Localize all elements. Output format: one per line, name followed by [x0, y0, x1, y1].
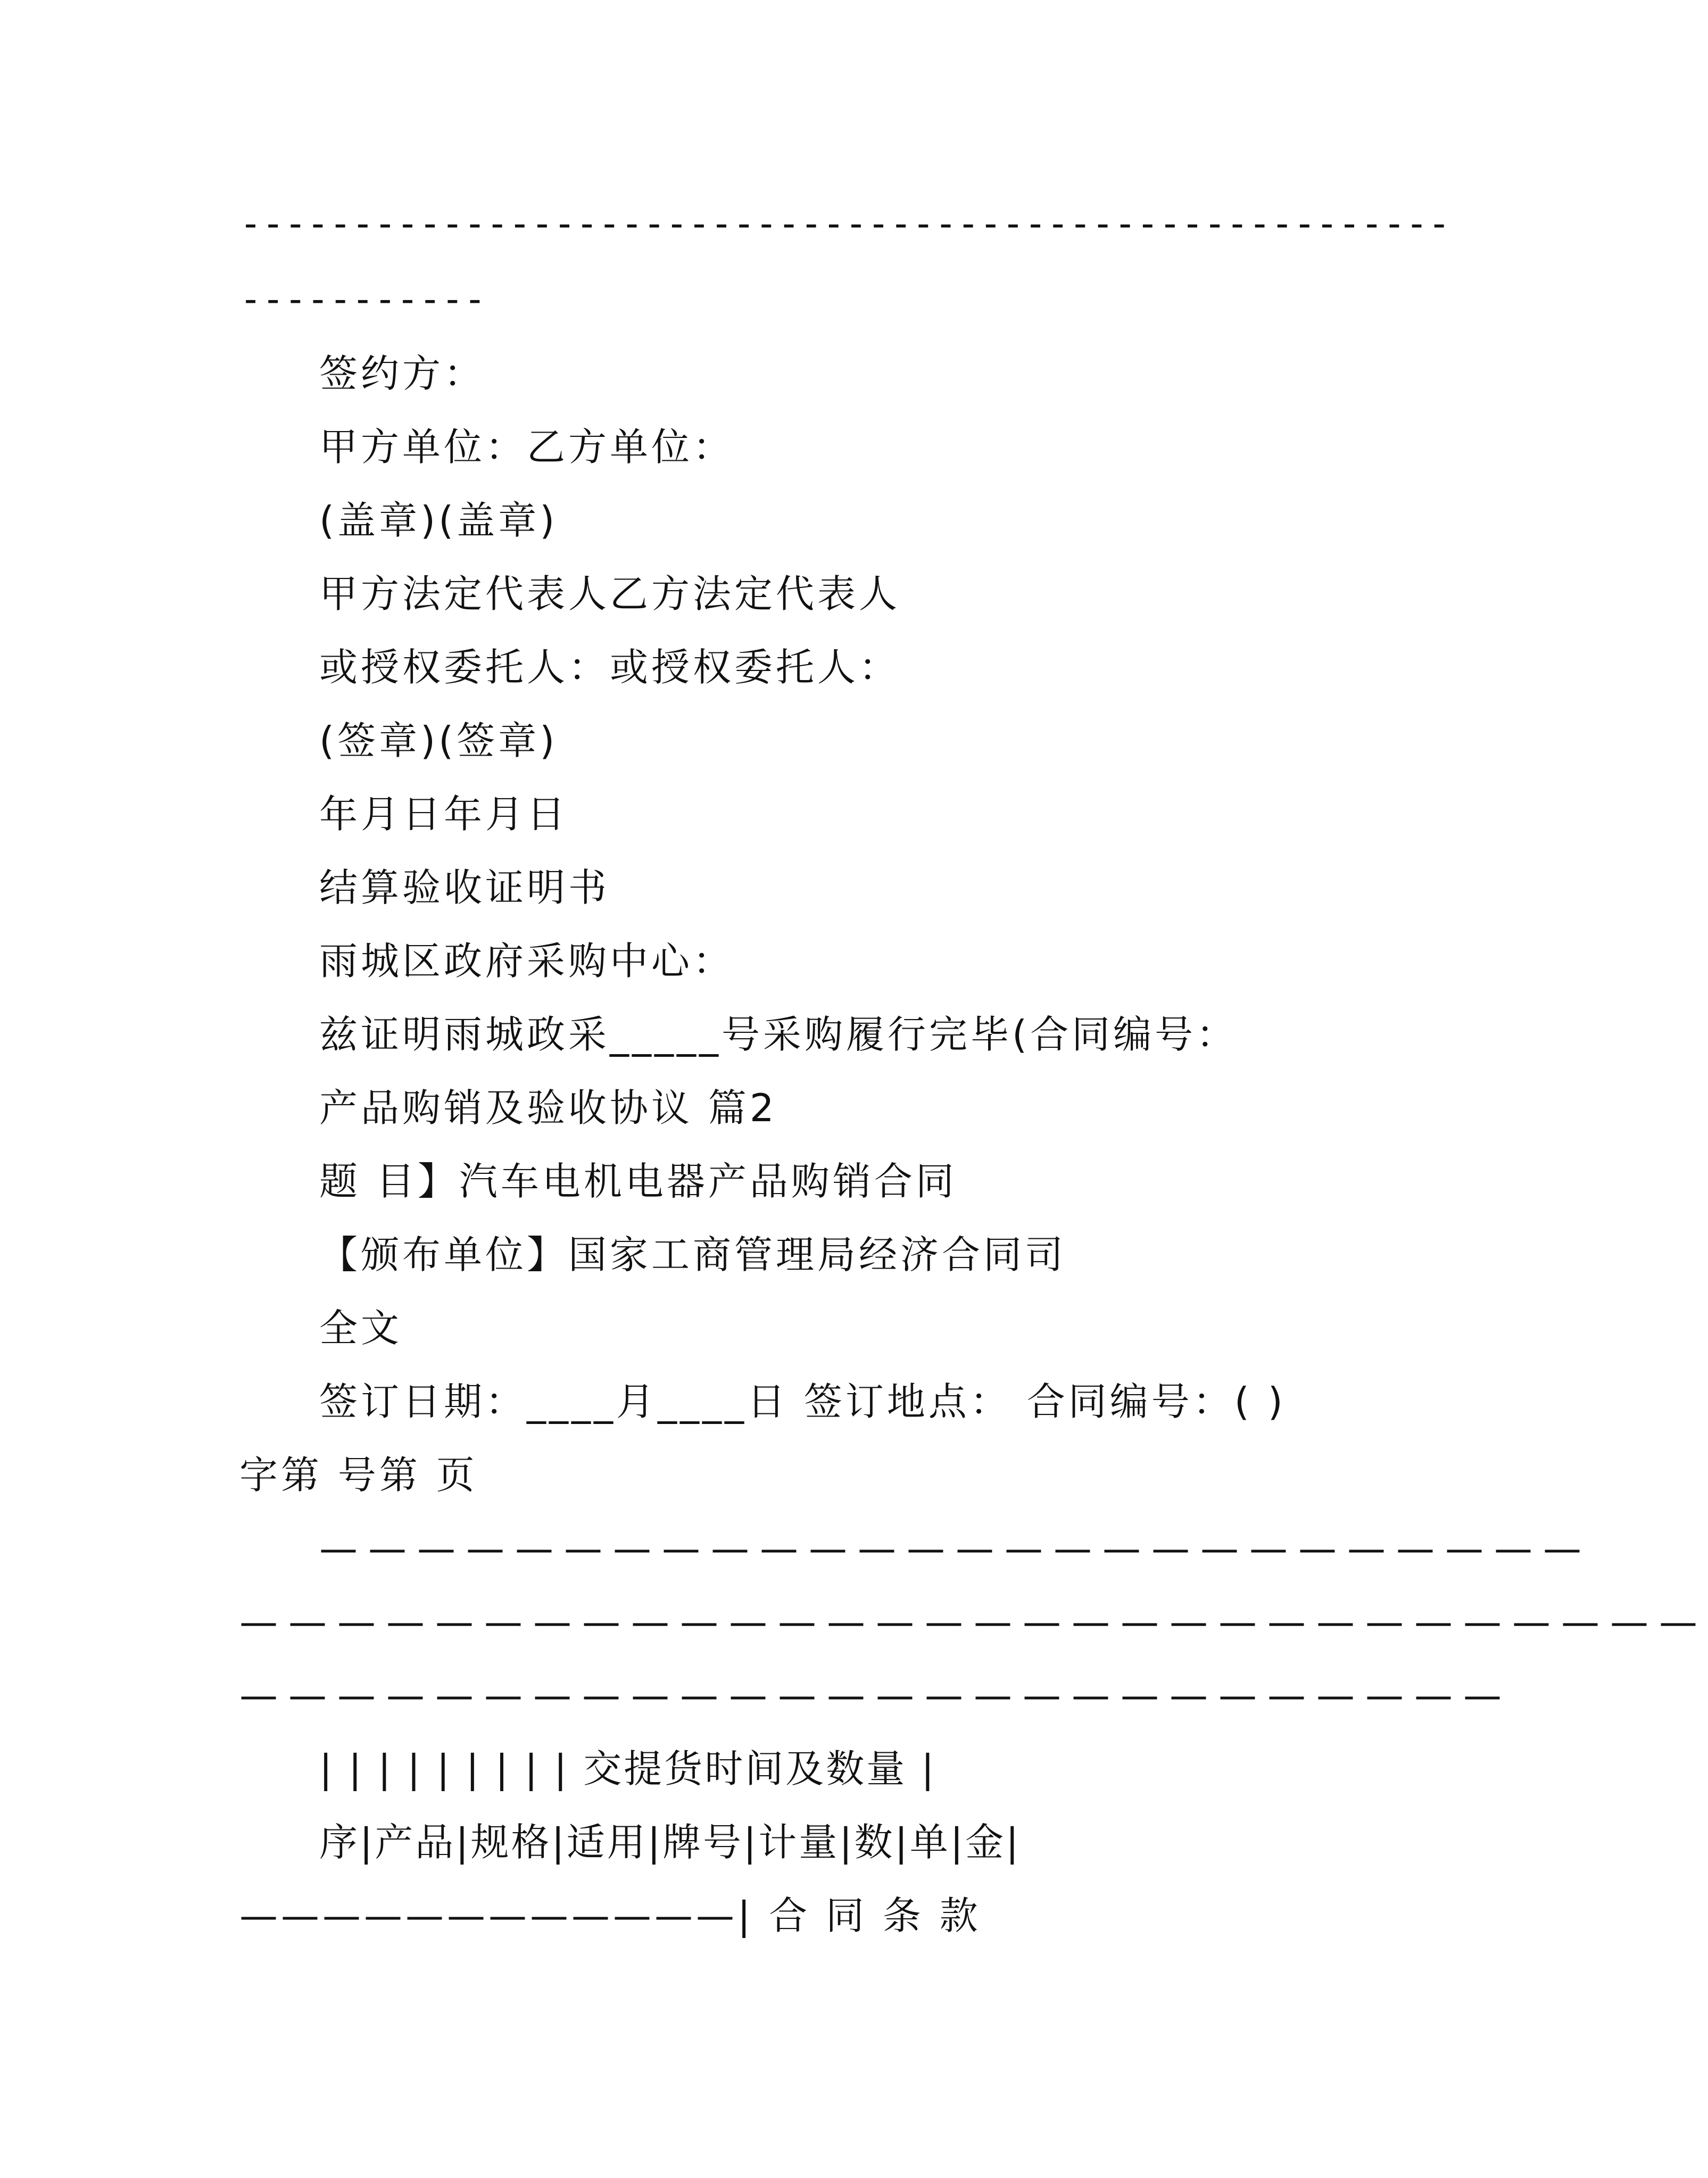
- page-number-line: 字第 号第 页: [239, 1453, 478, 1497]
- section-heading: 产品购销及验收协议 篇2: [319, 1086, 777, 1130]
- issuing-unit: 【颁布单位】国家工商管理局经济合同司: [319, 1232, 1067, 1277]
- table-border: ——————————————————————————: [239, 1673, 1512, 1718]
- table-column-row: 序|产品|规格|适用|牌号|计量|数|单|金|: [319, 1820, 1021, 1865]
- recipient-line: 雨城区政府采购中心：: [319, 939, 735, 983]
- contract-terms-row: ————————————| 合 同 条 款: [239, 1893, 981, 1938]
- signatories-heading: 签约方：: [319, 351, 486, 396]
- separator-line: -----------: [239, 277, 486, 321]
- date-line: 年月日年月日: [319, 792, 569, 837]
- signing-info: 签订日期：____月____日 签订地点： 合同编号：( ): [319, 1379, 1286, 1424]
- legal-representatives: 甲方法定代表人乙方法定代表人: [319, 572, 901, 616]
- full-text-label: 全文: [319, 1306, 403, 1351]
- table-border: ——————————————————————————————: [239, 1600, 1708, 1644]
- certificate-body: 兹证明雨城政采_____号采购履行完毕(合同编号：: [319, 1012, 1238, 1057]
- table-header-row: | | | | | | | | | 交提货时间及数量 |: [319, 1746, 936, 1791]
- certificate-title: 结算验收证明书: [319, 865, 610, 910]
- authorized-agents: 或授权委托人：或授权委托人：: [319, 645, 901, 690]
- separator-line: ------------------------------------------------------: [239, 202, 1450, 245]
- party-units: 甲方单位：乙方单位：: [319, 425, 735, 469]
- contract-title: 题 目】汽车电机电器产品购销合同: [319, 1159, 957, 1204]
- seal-line: (盖章)(盖章): [319, 498, 558, 543]
- signature-line: (签章)(签章): [319, 718, 558, 763]
- table-border: ——————————————————————————: [319, 1526, 1592, 1571]
